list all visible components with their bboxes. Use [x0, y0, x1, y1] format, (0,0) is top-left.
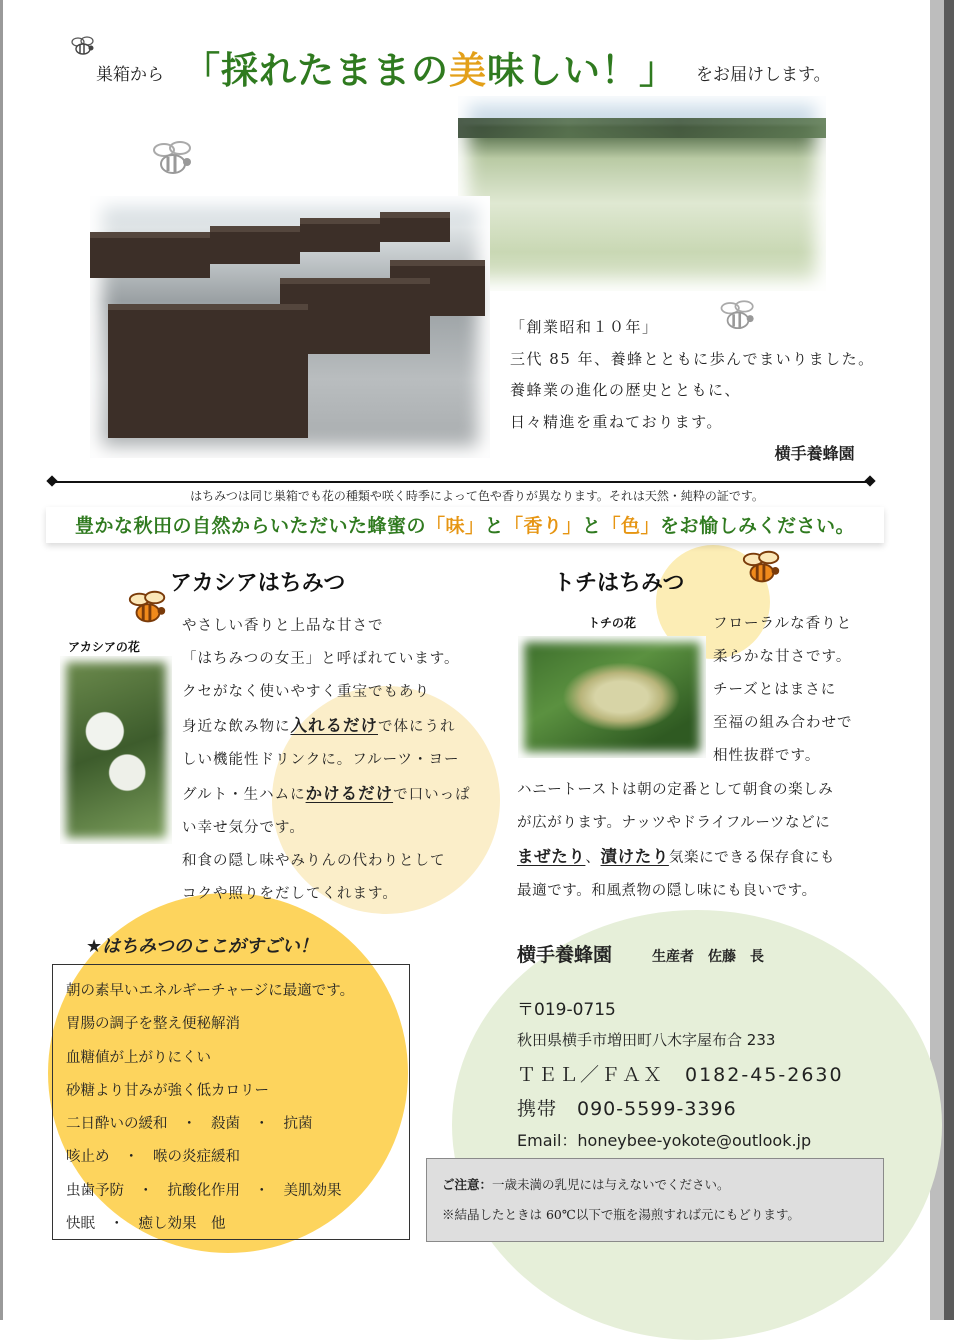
intro-note: はちみつは同じ巣箱でも花の種類や咲く時季によって色や香りが異なります。それは天然・純粋の証です。 [190, 489, 764, 503]
founding-text [510, 312, 875, 470]
benefits-title: ★はちみつのここがすごい！ [86, 936, 318, 957]
benefit-item: 血糖値が上がりにくい [66, 1049, 211, 1066]
benefits-list [66, 975, 354, 1241]
contact-green-circle [452, 910, 942, 1340]
caution-line: ※結晶したときは 60℃以下で瓶を湯煎すれば元にもどります。 [442, 1207, 800, 1222]
tagline-and: と [484, 515, 504, 537]
header-main [183, 40, 677, 94]
acacia-line: しい機能性ドリンクに。フルーツ・ヨー [182, 752, 460, 768]
email-address[interactable]: Email：honeybee-yokote@outlook.jp [517, 1131, 812, 1150]
bee-icon [124, 586, 172, 630]
acacia-line: グルト・生ハムにかけるだけで口いっぱ [182, 784, 471, 803]
tagline-and: と [582, 515, 602, 537]
founding-line: 養蜂業の進化の歴史とともに、 [510, 381, 742, 399]
bee-icon [150, 136, 196, 182]
tochi-line: が広がります。ナッツやドライフルーツなどに [517, 815, 831, 831]
acacia-title: アカシアはちみつ [170, 571, 346, 596]
acacia-body [182, 610, 471, 911]
zip-code: 〒019-0715 [517, 1000, 616, 1020]
founding-line: 「創業昭和１０年」 [510, 318, 659, 336]
tagline-color: 「色」 [601, 515, 661, 537]
tel-fax: ＴＥＬ／ＦＡＸ 0182-45-2630 [517, 1064, 844, 1086]
tagline-taste: 「味」 [425, 515, 485, 537]
benefit-item: 咳止め ・ 喉の炎症緩和 [66, 1149, 240, 1166]
divider-diamond [864, 475, 875, 486]
bee-icon [70, 34, 96, 58]
acacia-line: やさしい香りと上品な甘さで [182, 618, 384, 634]
contact-block [517, 940, 844, 1150]
benefit-item: 二日酔いの緩和 ・ 殺菌 ・ 抗菌 [66, 1116, 313, 1133]
benefit-item: 胃腸の調子を整え便秘解消 [66, 1016, 240, 1033]
tagline-end: をお愉しみください。 [660, 515, 856, 537]
tochi-line: 相性抜群です。 [713, 748, 821, 764]
tochi-line: 至福の組み合わせで [713, 715, 853, 731]
beehives-photo [90, 196, 490, 458]
tochi-title: トチはちみつ [553, 571, 685, 596]
tochi-body-lower [517, 774, 835, 908]
acacia-caption: アカシアの花 [68, 640, 140, 654]
benefit-item: 朝の素早いエネルギーチャージに最適です。 [66, 983, 355, 999]
tochi-caption: トチの花 [588, 616, 637, 630]
founding-line: 日々精進を重ねております。 [510, 412, 723, 431]
tochi-body-upper [713, 608, 853, 773]
founding-signature: 横手養蜂園 [774, 444, 855, 463]
benefit-item: 虫歯予防 ・ 抗酸化作用 ・ 美肌効果 [66, 1182, 342, 1199]
acacia-line: 「はちみつの女王」と呼ばれています。 [182, 651, 460, 667]
tagline [46, 511, 884, 538]
buckwheat-field-photo [458, 96, 826, 291]
header-main-part1: 「採れたままの [183, 48, 449, 92]
tochi-line: フローラルな香りと [713, 616, 853, 632]
divider-line [52, 481, 872, 483]
benefit-item: 快眠 ・ 癒し効果 他 [66, 1216, 226, 1233]
page-left-edge [0, 0, 3, 1320]
address: 秋田県横手市増田町八木字屋布合 233 [517, 1031, 776, 1049]
acacia-line: クセがなく使いやすく重宝でもあり [182, 684, 430, 700]
acacia-line: い幸せ気分です。 [182, 820, 305, 836]
tochi-line: チーズとはまさに [713, 682, 837, 698]
tagline-green: 豊かな秋田の自然 [74, 515, 231, 537]
caution-label: ご注意： [442, 1177, 493, 1192]
tagline-aroma: 「香り」 [504, 515, 583, 537]
acacia-line: 身近な飲み物に入れるだけで体にうれ [182, 716, 456, 735]
founding-line: 三代 85 年、養蜂とともに歩んでまいりました。 [510, 349, 875, 368]
caution-line: ご注意：一歳未満の乳児には与えないでください。 [442, 1177, 730, 1192]
tagline-mid: からいただいた蜂蜜の [230, 515, 426, 537]
acacia-line: コクや照りをだしてくれます。 [182, 886, 398, 902]
tochi-flower-photo [518, 636, 706, 758]
farm-name: 横手養蜂園 [517, 944, 613, 966]
acacia-line: 和食の隠し味やみりんの代わりとして [182, 853, 446, 869]
header-main-highlight: 美 [449, 48, 487, 92]
header-main-part2: 味しい！」 [487, 48, 677, 92]
divider-diamond [46, 475, 57, 486]
tochi-line: 柔らかな甘さです。 [713, 649, 852, 665]
benefit-item: 砂糖より甘みが強く低カロリー [66, 1082, 269, 1099]
producer-name: 生産者 佐藤 長 [652, 949, 765, 965]
caution-text [442, 1170, 800, 1230]
header-prefix: 巣箱から [96, 65, 164, 85]
acacia-flower-photo [60, 656, 172, 844]
tochi-line: 最適です。和風煮物の隠し味にも良いです。 [517, 883, 817, 899]
tochi-line: ハニートーストは朝の定番として朝食の楽しみ [517, 782, 834, 798]
tochi-line: まぜたり、漬けたり気楽にできる保存食にも [517, 847, 836, 866]
header-suffix: をお届けします。 [696, 65, 831, 85]
mobile-number: 携帯 090-5599-3396 [517, 1098, 737, 1120]
bee-icon [738, 546, 786, 590]
